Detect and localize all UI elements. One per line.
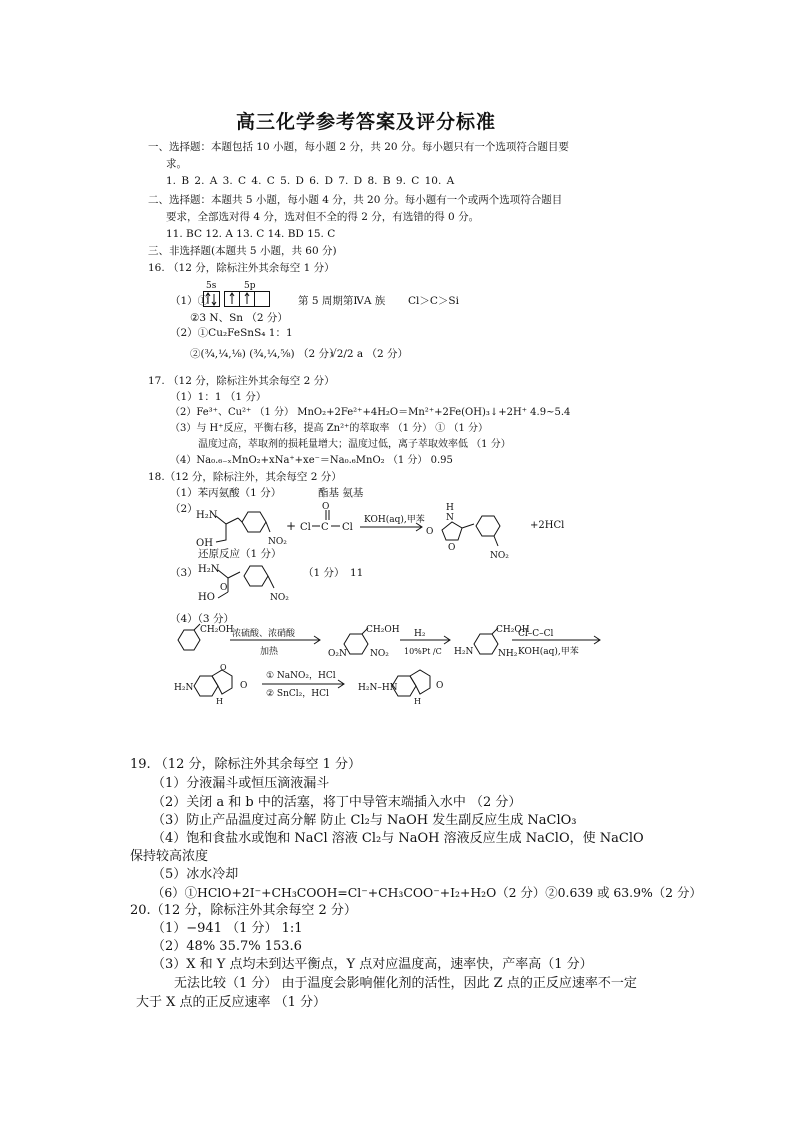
page-title: 高三化学参考答案及评分标准 — [236, 111, 497, 133]
q18-line4-prefix: （3） — [170, 567, 198, 579]
struct-n: N — [446, 513, 454, 523]
q19-line2: （2）关闭 a 和 b 中的活塞，将丁中导管末端插入水中 （2 分） — [152, 795, 522, 810]
route-ch2oh-3: CH₂OH — [496, 625, 530, 635]
route-h2n: H₂N — [454, 647, 474, 657]
q18-synthesis-row2 — [172, 664, 472, 708]
q16-line3: （2）①Cu₂FeSnS₄ 1：1 — [170, 327, 293, 339]
struct-h2n: H₂N — [196, 510, 218, 521]
q16-electronegativity: Cl＞C＞Si — [408, 295, 459, 307]
q19-line6: （6）①HClO+2I⁻+CH₃COOH=Cl⁻+CH₃COO⁻+I₂+H₂O（2 分）②0.639 或 63.9%（2 分） — [152, 885, 702, 900]
q16-frac-answer: √2/2 a （2 分） — [330, 348, 409, 360]
route2-h2n: H₂N — [174, 683, 194, 693]
route-step3b: KOH(aq),甲苯 — [518, 647, 579, 657]
q17-line3: （3）与 H⁺反应，平衡右移，提高 Zn²⁺的萃取率 （1 分） ① （1 分） — [170, 423, 489, 434]
q16-5p-label: 5p — [244, 281, 256, 291]
plus-sign: + — [286, 519, 297, 533]
q19-line1: （1）分液漏斗或恒压滴液漏斗 — [152, 776, 330, 791]
q16-coords: ②(¾,¼,⅛) (¾,¼,⅝) （2 分） — [190, 348, 340, 360]
q20-line2: （2）48% 35.7% 153.6 — [152, 939, 302, 954]
q20-line1: （1）−941 （1 分） 1:1 — [152, 921, 303, 936]
route2-o-carbonyl: O — [240, 681, 248, 691]
q18-line5: （4）（3 分） — [170, 613, 234, 625]
q17-header: 17. （12 分，除标注外其余每空 2 分） — [148, 375, 335, 387]
struct-no2-product: NO₂ — [490, 551, 509, 561]
svg-text:C: C — [321, 522, 329, 533]
q17-line4: 温度过高，萃取剂的损耗量增大；温度过低，离子萃取效率低 （1 分） — [198, 439, 511, 450]
q18-line1b: 酯基 氨基 — [318, 487, 364, 499]
q18-line4-mid: （1 分） — [303, 567, 345, 579]
route-step1b: 加热 — [260, 647, 279, 657]
route-step4: ① NaNO₂，HCl — [266, 671, 336, 681]
route-step2: H₂ — [414, 629, 426, 639]
q16-header: 16. （12 分，除标注外其余每空 1 分） — [148, 262, 335, 274]
struct3-no2: NO₂ — [270, 593, 289, 603]
q18-synthesis-row1 — [172, 624, 612, 664]
section2-header-cont: 要求，全部选对得 4 分，选对但不全的得 2 分，有选错的得 0 分。 — [166, 211, 480, 223]
route2-o-ring: O — [220, 663, 227, 672]
section2-header: 二、选择题：本题共 5 小题，每小题 4 分，共 20 分。每小题有一个或两个选项符合题目 — [148, 194, 563, 206]
route-ch2oh-1: CH₂OH — [200, 625, 234, 635]
section3-header: 三、非选择题(本题共 5 小题，共 60 分) — [148, 245, 337, 257]
struct3-h2n: H₂N — [198, 564, 220, 575]
q16-period-group: 第 5 周期第ⅣA 族 — [298, 295, 386, 307]
q17-line1: （1）1：1 （1 分） — [170, 391, 267, 403]
route-nh2: NH₂ — [498, 649, 518, 659]
q20-header: 20.（12 分，除标注外其余每空 2 分） — [130, 903, 357, 918]
q18-line4-val: 11 — [350, 567, 364, 579]
route2-o-carbonyl-2: O — [436, 681, 444, 691]
route2-h-2: H — [414, 697, 421, 706]
orbital-diagram — [203, 291, 283, 311]
route-ch2oh-2: CH₂OH — [366, 625, 400, 635]
struct-cl-left: Cl — [300, 522, 311, 533]
route2-h: H — [216, 697, 223, 706]
q19-header: 19. （12 分，除标注外其余每空 1 分） — [130, 757, 362, 772]
q18-line1: （1）苯丙氨酸（1 分） — [170, 487, 282, 499]
route2-hydrazine: H₂N–HN — [358, 683, 398, 693]
q18-structure-3 — [194, 560, 304, 610]
section1-answers: 1. B 2. A 3. C 4. C 5. D 6. D 7. D 8. B 9. C 10. A — [166, 175, 455, 187]
q20-line4b: 大于 X 点的正反应速率 （1 分） — [136, 995, 327, 1010]
route-no2: NO₂ — [370, 649, 389, 659]
reagent-koh: KOH(aq),甲苯 — [364, 515, 425, 525]
section1-header-cont: 求。 — [166, 158, 187, 170]
q20-line4: 无法比较（1 分） 由于温度会影响催化剂的活性，因此 Z 点的正反应速率不一定 — [174, 976, 637, 991]
q19-line3: （3）防止产品温度过高分解 防止 Cl₂与 NaOH 发生副反应生成 NaClO₃ — [152, 813, 577, 828]
q18-line2-prefix: （2） — [170, 503, 198, 515]
route-step4b: ② SnCl₂，HCl — [266, 689, 329, 699]
struct-o-carbonyl: O — [426, 527, 434, 537]
q17-line2: （2）Fe³⁺、Cu²⁺ （1 分） MnO₂+2Fe²⁺+4H₂O＝Mn²⁺+2Fe(OH)₃↓+2H⁺ 4.9~5.4 — [170, 407, 571, 418]
q20-line3: （3）X 和 Y 点均未到达平衡点，Y 点对应温度高，速率快，产率高（1 分） — [152, 957, 593, 972]
q19-line4b: 保持较高浓度 — [130, 849, 209, 864]
route-o2n: O₂N — [328, 649, 347, 659]
struct3-ho: HO — [198, 592, 215, 603]
section2-answers: 11. BC 12. A 13. C 14. BD 15. C — [166, 228, 336, 240]
struct-no2: NO₂ — [268, 537, 287, 547]
struct-o-ring: O — [448, 543, 456, 553]
q16-5s-label: 5s — [206, 281, 217, 291]
section1-header: 一、选择题：本题包括 10 小题，每小题 2 分，共 20 分。每小题只有一个选项符合题目要 — [148, 141, 569, 153]
q18-header: 18.（12 分，除标注外，其余每空 2 分） — [148, 471, 342, 483]
svg-text:Cl–C–Cl: Cl–C–Cl — [518, 629, 554, 639]
q19-line4: （4）饱和食盐水或饱和 NaCl 溶液 Cl₂与 NaOH 溶液反应生成 NaClO，使 NaClO — [152, 831, 644, 846]
struct3-o: O — [220, 583, 228, 593]
q18-line3: 还原反应（1 分） — [198, 548, 282, 560]
q16-line1-prefix: （1）① — [170, 295, 209, 307]
route-step1: 浓硫酸、浓硝酸 — [232, 629, 296, 639]
struct-oh: OH — [196, 538, 213, 549]
struct-o: O — [322, 502, 330, 512]
q17-line5: （4）Na₀.₆₋ₓMnO₂+xNa⁺+xe⁻＝Na₀.₆MnO₂ （1 分） 0.95 — [170, 455, 453, 466]
q19-line5: （5）冰水冷却 — [152, 867, 239, 882]
product-suffix: +2HCl — [530, 520, 565, 531]
struct-h: H — [446, 503, 454, 513]
route-step2b: 10%Pt /C — [404, 647, 442, 656]
struct-cl-right: Cl — [342, 522, 353, 533]
q16-line2: ②3 N、Sn （2 分） — [190, 312, 288, 324]
